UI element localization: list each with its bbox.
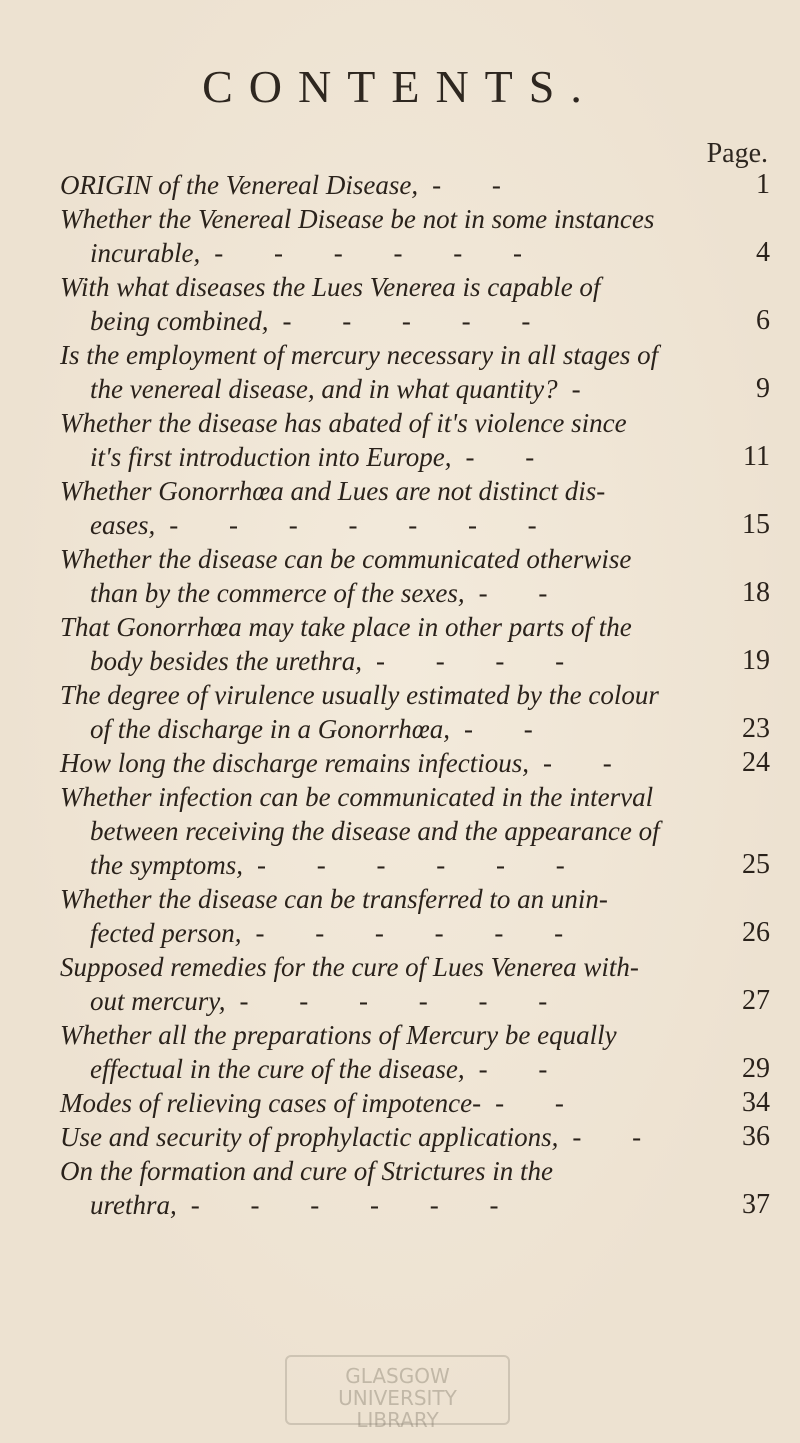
contents-entry [60,1120,770,1154]
entry-title-line: The degree of virulence usually estimated by the colour [60,680,659,710]
leader-dashes: - - - - - - [214,238,544,268]
entry-page-number: 6 [756,305,770,336]
entry-page-number: 25 [742,849,770,880]
entry-page-number: 24 [742,747,770,778]
library-stamp [285,1355,510,1432]
contents-heading: CONTENTS. [202,61,598,112]
leader-dashes: - - [465,442,557,472]
entry-title-line: Use and security of prophylactic applications, - - [60,1122,664,1152]
contents-entry [60,746,770,780]
leader-dashes: - - - - - - [239,986,570,1016]
entry-title-line: Whether Gonorrhœa and Lues are not distinct dis- [60,476,606,506]
entry-page-number: 26 [742,917,770,948]
entry-page-number: 15 [742,509,770,540]
entry-title-line: With what diseases the Lues Venerea is capable of [60,272,601,302]
leader-dashes: - - [542,748,634,778]
entry-title-line: being combined, - - - - - [90,306,553,336]
entry-title-line: of the discharge in a Gonorrhœa, - - [90,714,555,744]
contents-entry [60,542,770,610]
leader-dashes: - - - - - - - [169,510,559,540]
entry-title-line: ORIGIN of the Venereal Disease, - - [60,170,523,200]
entry-title-line: On the formation and cure of Strictures in the [60,1156,553,1186]
entry-page-number: 34 [742,1087,770,1118]
entry-title-line: How long the discharge remains infectious, - - [60,748,634,778]
entry-page-number: 27 [742,985,770,1016]
entry-title-line: Supposed remedies for the cure of Lues Venerea with- [60,952,639,982]
entry-page-number: 4 [756,237,770,268]
contents-list [60,168,770,1222]
entry-title-line: than by the commerce of the sexes, - - [90,578,570,608]
page-column-label: Page. [706,138,768,169]
leader-dashes: - - - - - [282,306,553,336]
contents-entry [60,1154,770,1222]
contents-entry [60,610,770,678]
contents-entry [60,678,770,746]
leader-dashes: - - [572,1122,664,1152]
entry-title-line: Whether the disease has abated of it's violence since [60,408,627,438]
contents-entry [60,202,770,270]
leader-dashes: - [571,374,603,404]
entry-title-line: out mercury, - - - - - - [90,986,570,1016]
contents-entry [60,882,770,950]
leader-dashes: - - [464,714,555,744]
stamp-line: GLASGOW [345,1364,450,1388]
entry-title-line: it's first introduction into Europe, - - [90,442,557,472]
entry-title-line: body besides the urethra, - - - - [90,646,587,676]
entry-title-line: eases, - - - - - - - [90,510,559,540]
entry-page-number: 11 [743,441,770,472]
contents-entry [60,1018,770,1086]
stamp-line: UNIVERSITY [338,1386,457,1410]
entry-title-line: fected person, - - - - - - [90,918,586,948]
leader-dashes: - - - - - - [255,918,586,948]
entry-title-line: Whether the disease can be communicated otherwise [60,544,632,574]
entry-title-line: Whether the Venereal Disease be not in some instances [60,204,655,234]
entry-page-number: 19 [742,645,770,676]
entry-title-line: between receiving the disease and the appearance of [90,816,660,846]
contents-entry [60,1086,770,1120]
leader-dashes: - - [478,1054,570,1084]
entry-title-line: Whether the disease can be transferred to an unin- [60,884,608,914]
stamp-line: LIBRARY [356,1408,439,1432]
contents-entry [60,270,770,338]
leader-dashes: - - - - [375,646,587,676]
contents-entry [60,950,770,1018]
leader-dashes: - - [478,578,570,608]
entry-title-line: Modes of relieving cases of impotence- - - [60,1088,586,1118]
contents-entry [60,780,770,882]
contents-entry [60,168,770,202]
entry-title-line: Whether all the preparations of Mercury be equally [60,1020,617,1050]
entry-title-line: That Gonorrhœa may take place in other parts of the [60,612,632,642]
contents-entry [60,406,770,474]
leader-dashes: - - - - - - [190,1190,521,1220]
entry-page-number: 1 [756,169,770,200]
entry-page-number: 36 [742,1121,770,1152]
entry-page-number: 37 [742,1189,770,1220]
entry-title-line: the venereal disease, and in what quantity? - [90,374,603,404]
entry-page-number: 9 [756,373,770,404]
entry-page-number: 29 [742,1053,770,1084]
entry-title-line: Whether infection can be communicated in the interval [60,782,654,812]
entry-title-line: Is the employment of mercury necessary in all stages of [60,340,659,370]
leader-dashes: - - [432,170,523,200]
leader-dashes: - - - - - - [256,850,587,880]
entry-title-line: effectual in the cure of the disease, - - [90,1054,570,1084]
leader-dashes: - - [495,1088,586,1118]
entry-title-line: incurable, - - - - - - [90,238,544,268]
entry-title-line: the symptoms, - - - - - - [90,850,587,880]
entry-page-number: 23 [742,713,770,744]
contents-entry [60,338,770,406]
entry-page-number: 18 [742,577,770,608]
contents-entry [60,474,770,542]
entry-title-line: urethra, - - - - - - [90,1190,521,1220]
